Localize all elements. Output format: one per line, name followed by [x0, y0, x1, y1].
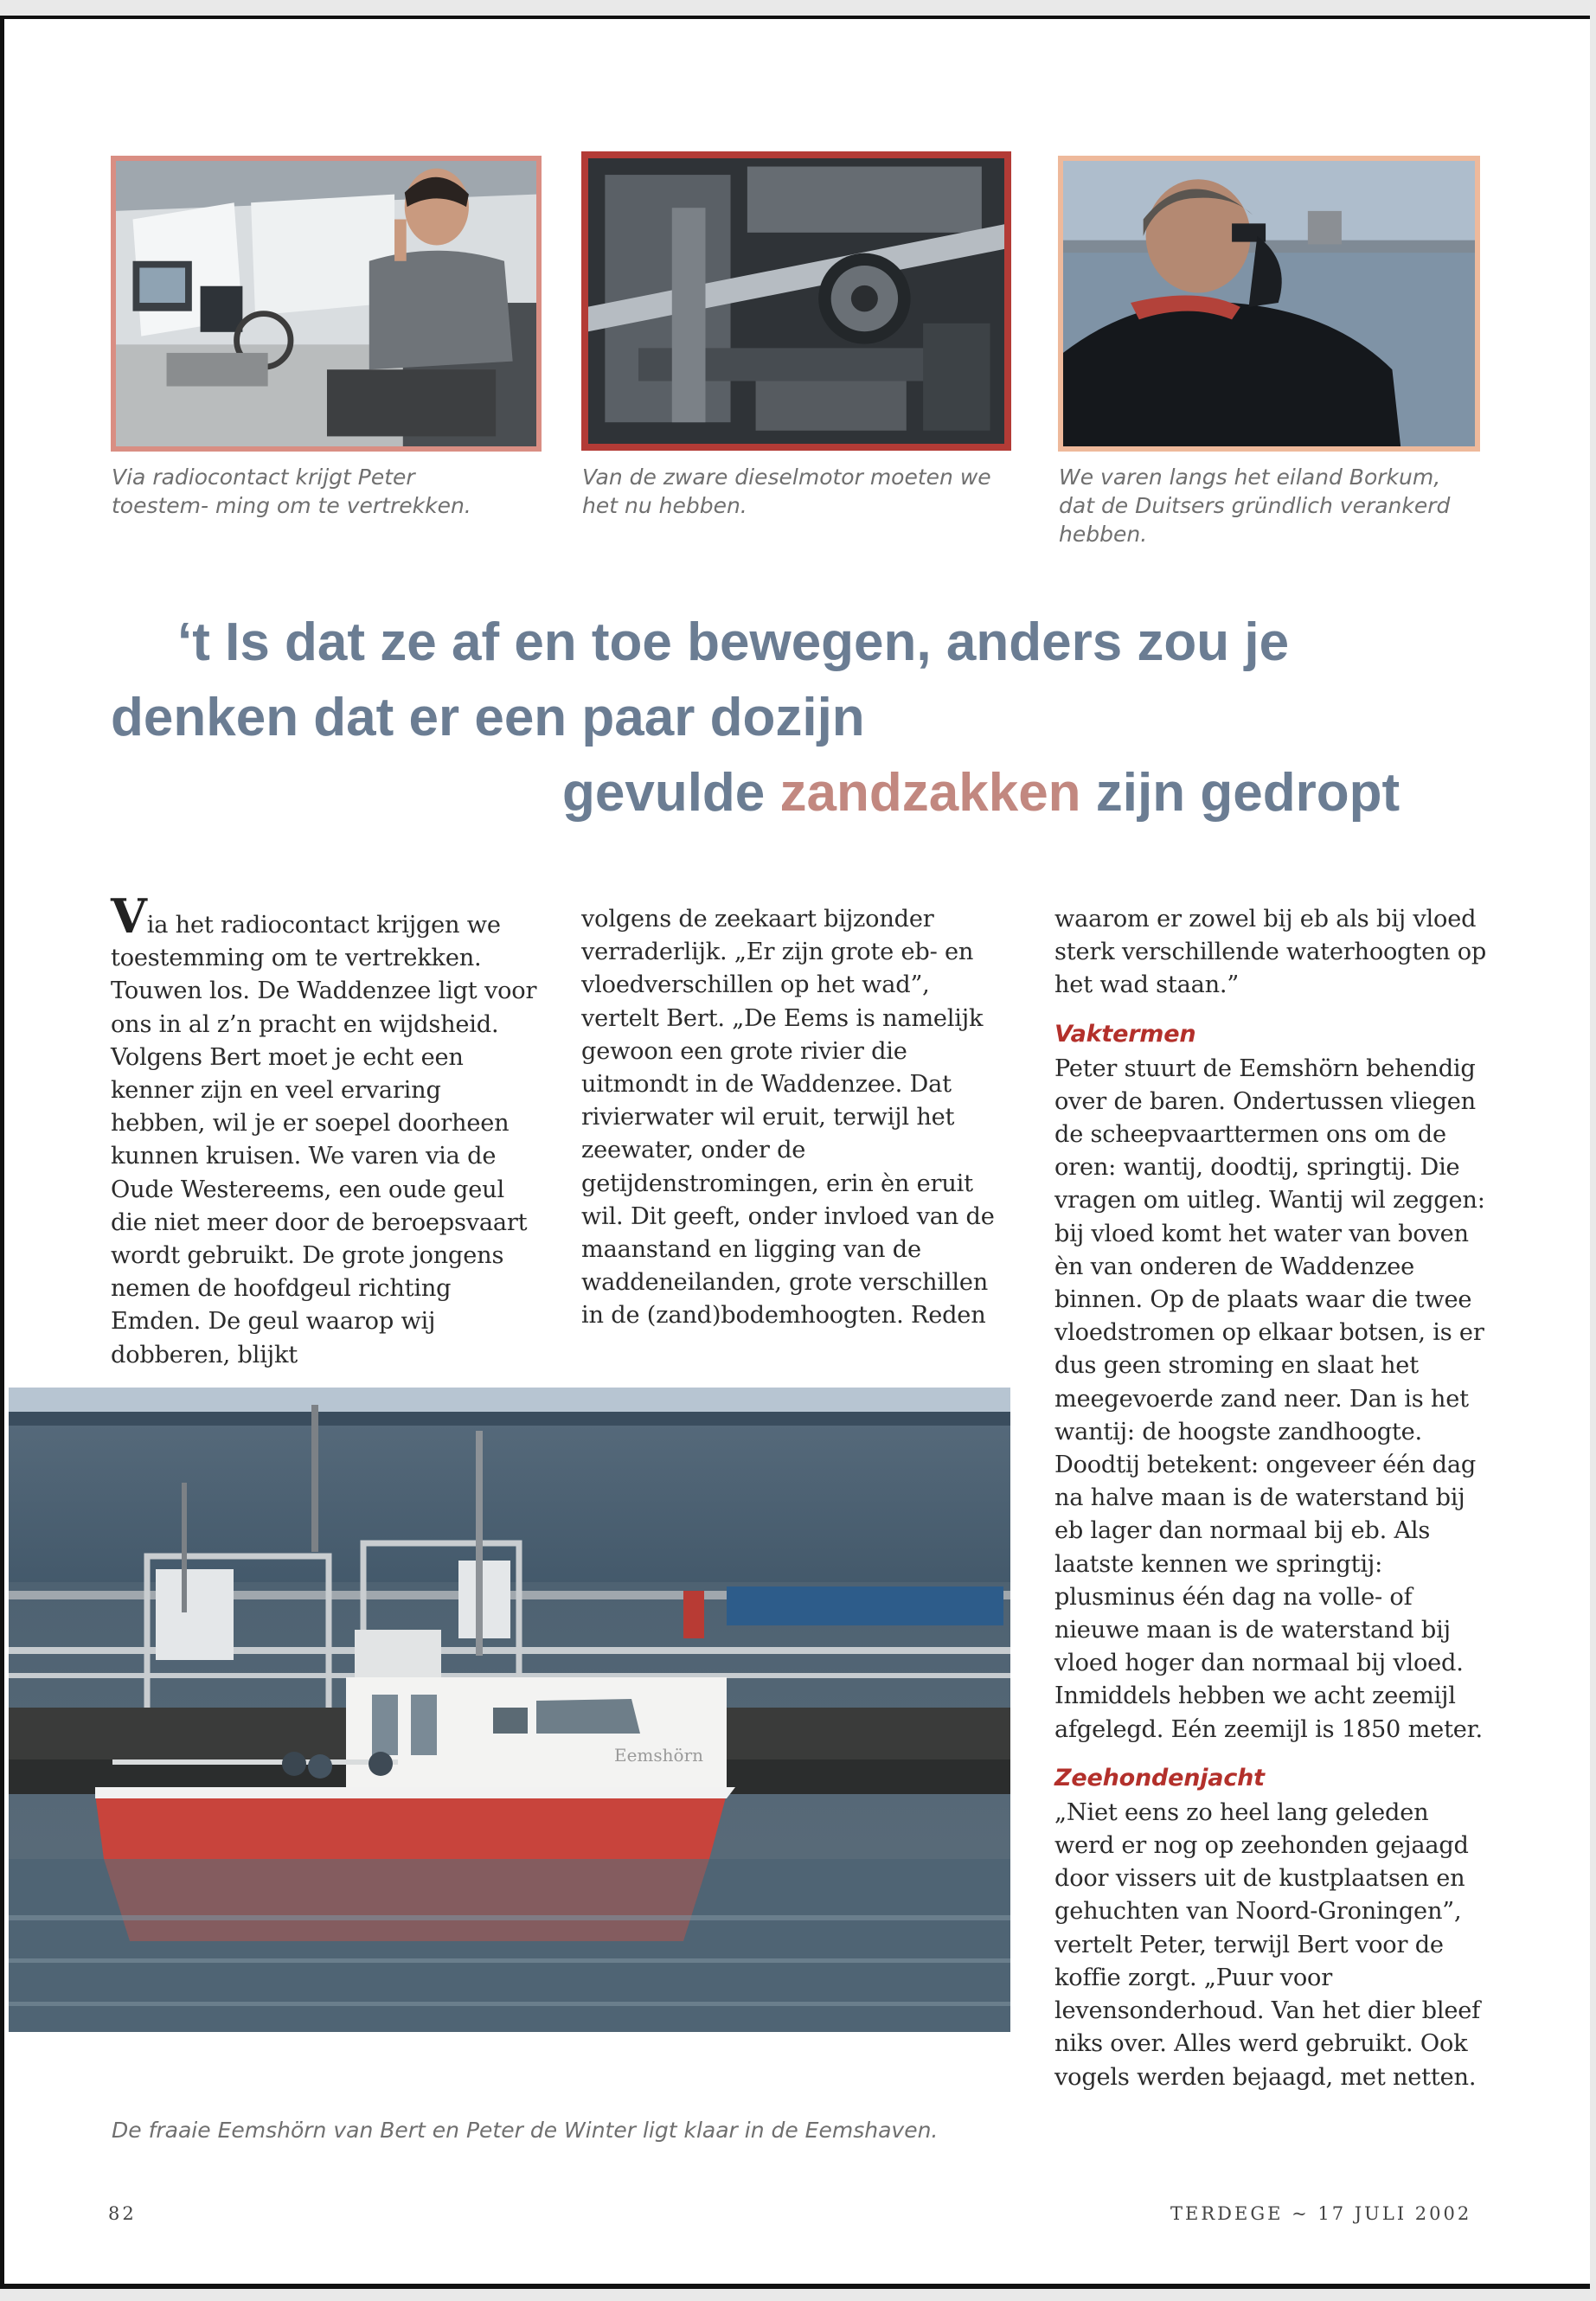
wheelhouse-illustration [116, 161, 536, 446]
caption-binoculars: We varen langs het eiland Borkum, dat de Duitsers gründlich verankerd hebben. [1059, 465, 1451, 547]
article-column-1 [111, 888, 539, 1372]
binoculars-illustration [1063, 161, 1475, 446]
photo-boat [9, 1388, 1010, 2102]
pull-quote-accent-word: zandzakken [779, 763, 1081, 823]
column-3-paragraph-3: „Niet eens zo heel lang geleden werd er nog op zeehonden gejaagd door vissers uit de kustplaatsen en gehuchten van Noord-Groningen”, vertelt Peter, terwijl Bert voor de koffie zorgt. „Puur voor levensonderhoud. Van het dier bleef niks over. Alles werd gebruikt. Ook vogels werden bejaagd, met netten. [1054, 1798, 1480, 2091]
drop-cap: V [111, 888, 147, 944]
article-column-2 [581, 903, 1012, 1333]
article-column-3 [1054, 903, 1487, 2094]
pull-quote-line-2: denken dat er een paar dozijn [111, 688, 865, 747]
boat-illustration [9, 1388, 1010, 2102]
pull-quote-line-3-end: zijn gedropt [1095, 763, 1401, 823]
boat-name: Eemshörn [614, 1745, 704, 1766]
column-3-paragraph-2: Peter stuurt de Eemshörn behendig over de baren. Ondertussen vliegen de scheepvaarttermen ons om de oren: wantij, doodtij, springtij. Die vragen om uitleg. Wantij wil zeggen: bij vloed komt het water van boven èn van onderen de Waddenzee binnen. Op de plaats waar die twee vloedstromen op elkaar botsen, is er dus geen stroming en slaat het meegevoerde zand neer. Dan is het wantij: de hoogste zandhoogte. Doodtij betekent: ongeveer één dag na halve maan is de waterstand bij eb lager dan normaal bij eb. Als laatste kennen we springtij: plusminus één dag na volle- of nieuwe maan is de waterstand bij vloed hoger dan normaal bij vloed. Inmiddels hebben we acht zeemijl afgelegd. Eén zeemijl is 1850 meter. [1054, 1054, 1485, 1743]
magazine-issue: TERDEGE ~ 17 JULI 2002 [1170, 2203, 1472, 2224]
caption-boat: De fraaie Eemshörn van Bert en Peter de Winter ligt klaar in de Eemshaven. [112, 2118, 939, 2143]
subhead-vaktermen: Vaktermen [1054, 1020, 1196, 1048]
photo-engine [581, 151, 1011, 451]
magazine-page [0, 16, 1590, 2289]
page-number: 82 [108, 2203, 137, 2224]
column-1-text: ia het radiocontact krijgen we toestemming om te vertrekken. Touwen los. De Waddenzee ligt voor ons in al z’n pracht en wijdsheid. Volgens Bert moet je echt een kenner zijn en veel ervaring hebben, wil je er soepel doorheen kunnen kruisen. We varen via de Oude Westereems, een oude geul die niet meer door de beroepsvaart wordt gebruikt. De grote jongens nemen de hoofdgeul richting Emden. De geul waarop wij dobberen, blijkt [111, 912, 537, 1368]
caption-engine: Van de zware dieselmotor moeten we het nu hebben. [582, 465, 991, 518]
column-3-paragraph-1: waarom er zowel bij eb als bij vloed sterk verschillende waterhoogten op het wad staan.” [1054, 906, 1487, 999]
engine-illustration [588, 158, 1004, 444]
caption-wheelhouse: Via radiocontact krijgt Peter toestem- ming om te vertrekken. [112, 465, 471, 518]
subhead-zeehondenjacht: Zeehondenjacht [1054, 1764, 1265, 1791]
photo-binoculars [1058, 156, 1480, 452]
pull-quote-line-3 [562, 763, 1401, 823]
column-2-text: volgens de zeekaart bijzonder verraderlijk. „Er zijn grote eb- en vloedverschillen op het wad”, vertelt Bert. „De Eems is namelijk gewoon een grote rivier die uitmondt in de Waddenzee. Dat rivierwater wil eruit, terwijl het zeewater, onder de getijdenstromingen, erin èn eruit wil. Dit geeft, onder invloed van de maanstand en ligging van de waddeneilanden, grote verschillen in de (zand)bodemhoogten. Reden [581, 906, 995, 1330]
photo-wheelhouse [111, 156, 542, 452]
pull-quote-line-3-start: gevulde [562, 763, 766, 823]
pull-quote-line-1: ‘t Is dat ze af en toe bewegen, anders zou je [177, 612, 1290, 672]
